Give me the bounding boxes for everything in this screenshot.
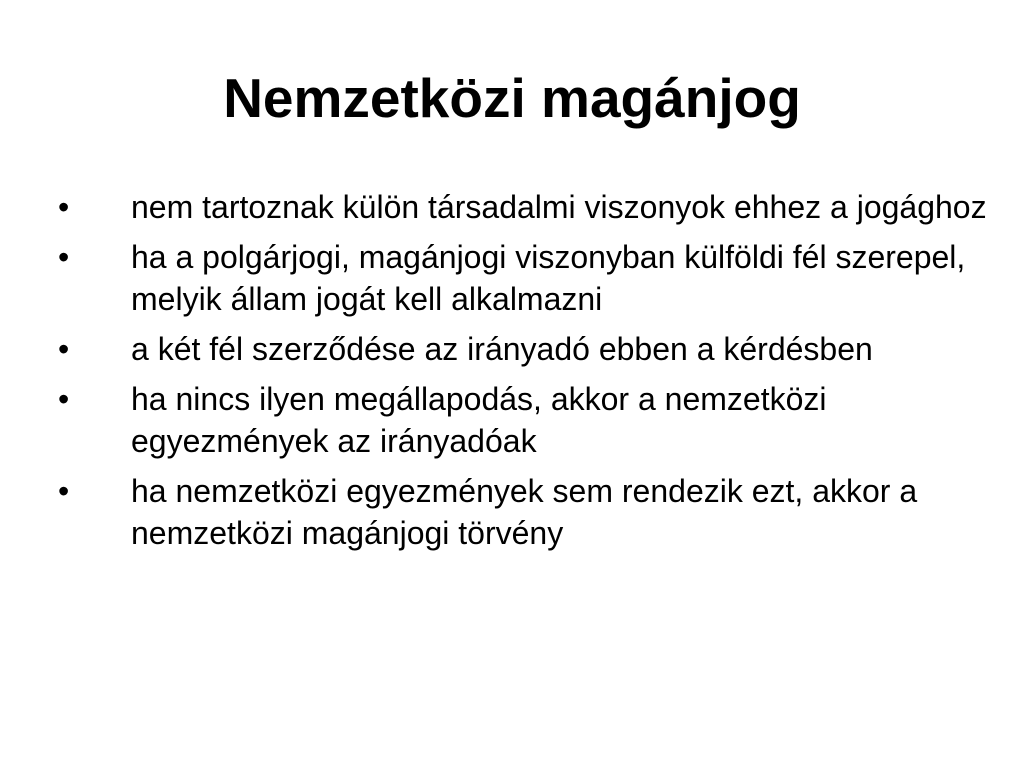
bullet-text: nem tartoznak külön társadalmi viszonyok ehhez a jogághoz [131, 189, 987, 225]
bullet-icon: • [58, 239, 70, 275]
bullet-item [58, 236, 988, 320]
slide-title: Nemzetközi magánjog [223, 67, 801, 129]
bullet-icon: • [58, 473, 70, 509]
bullet-item [58, 328, 988, 370]
bullet-text: ha nemzetközi egyezmények sem rendezik ezt, akkor a nemzetközi magánjogi törvény [131, 473, 918, 551]
bullet-icon: • [58, 381, 70, 417]
bullet-text: ha nincs ilyen megállapodás, akkor a nemzetközi egyezmények az irányadóak [131, 381, 827, 459]
bullet-text: a két fél szerződése az irányadó ebben a kérdésben [131, 331, 873, 367]
bullet-item [58, 186, 988, 228]
bullet-icon: • [58, 189, 70, 225]
bullet-item [58, 378, 988, 462]
bullet-list [58, 186, 988, 562]
bullet-text: ha a polgárjogi, magánjogi viszonyban külföldi fél szerepel, melyik állam jogát kell alkalmazni [131, 239, 966, 317]
bullet-item [58, 470, 988, 554]
bullet-icon: • [58, 331, 70, 367]
